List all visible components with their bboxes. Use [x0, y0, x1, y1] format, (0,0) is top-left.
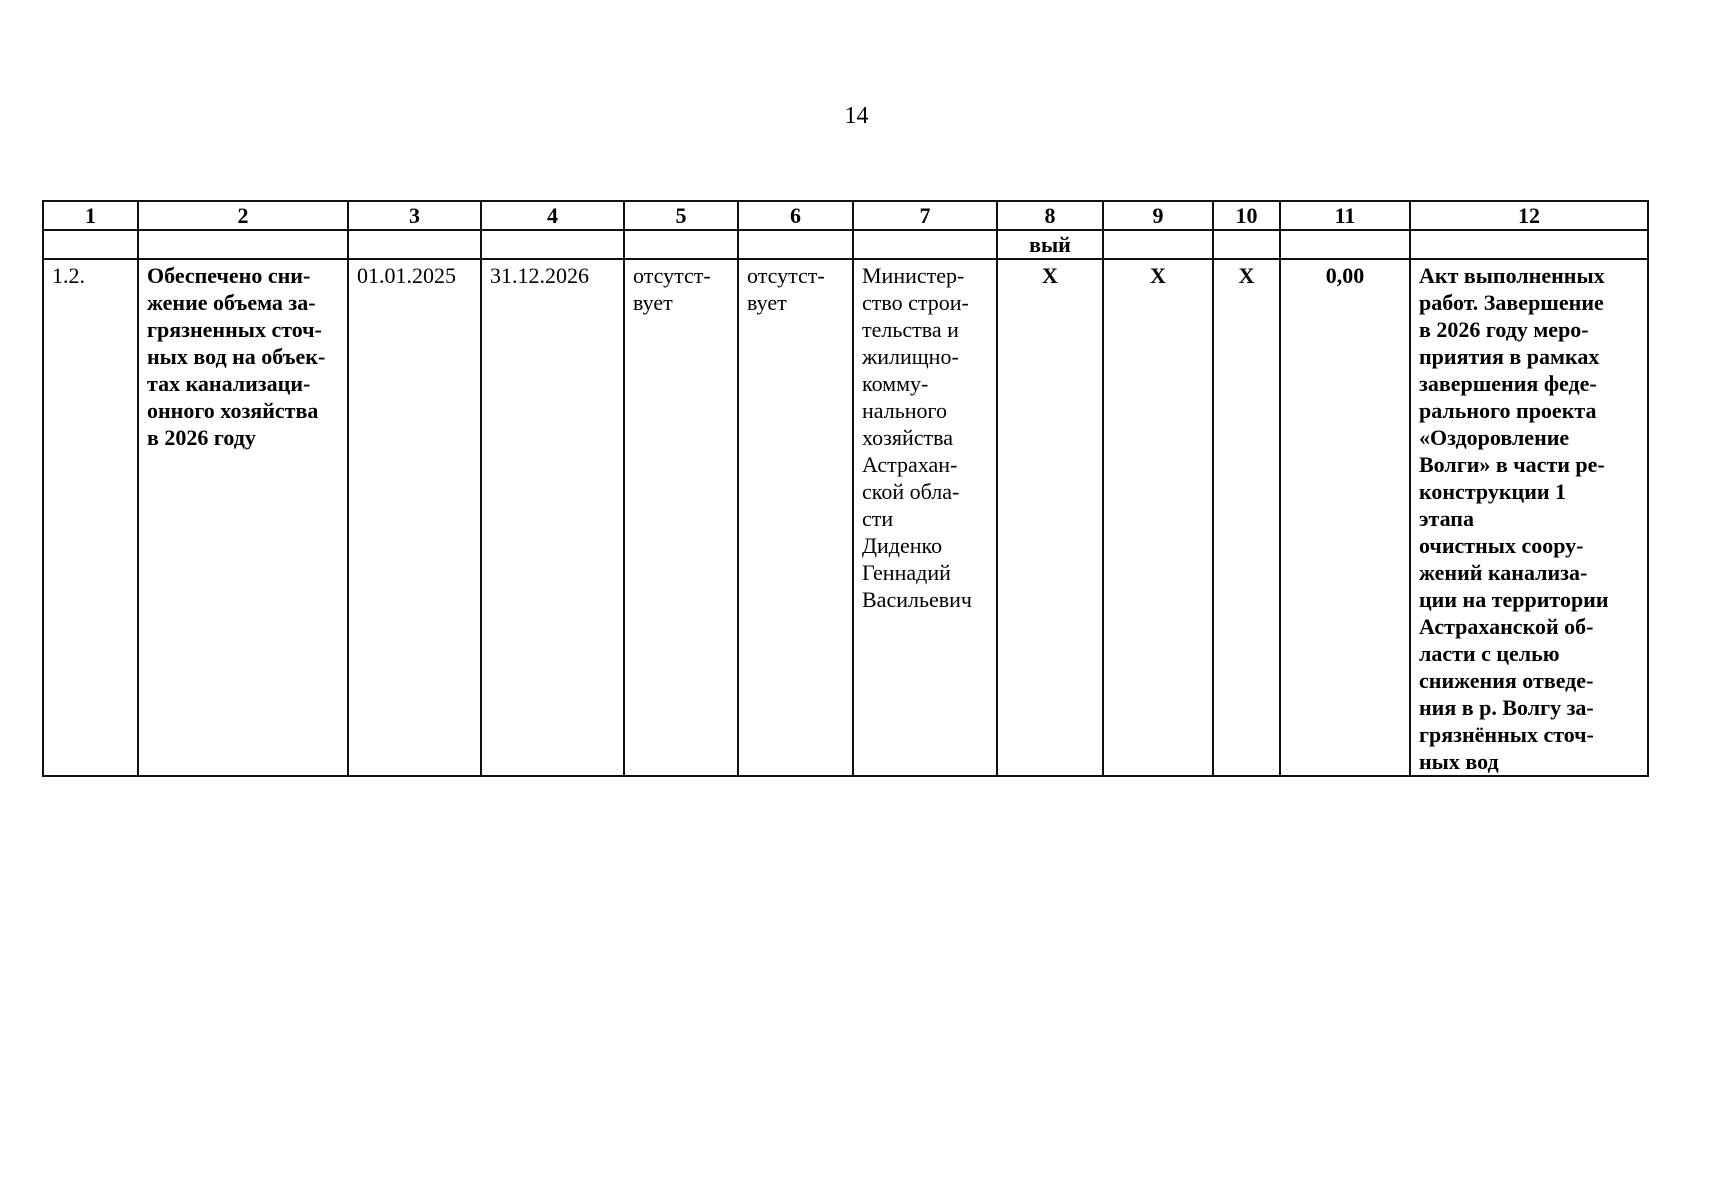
column-8-value: X: [997, 259, 1103, 776]
end-date: 31.12.2026: [481, 259, 624, 776]
continuation-cell: [624, 230, 738, 259]
continuation-cell: [1213, 230, 1280, 259]
column-number: 2: [138, 201, 348, 230]
continuation-cell: [481, 230, 624, 259]
table-row: [43, 259, 1648, 776]
page-number: 14: [844, 103, 869, 129]
measures-table: [42, 200, 1649, 777]
measure-description: Обеспечено сни- жение объема за- грязненных сточ- ных вод на объек- тах канализаци- онного хозяйства в 2026 году: [138, 259, 348, 776]
continuation-cell: [348, 230, 481, 259]
column-number: 8: [997, 201, 1103, 230]
column-number: 11: [1280, 201, 1410, 230]
column-9-value: X: [1103, 259, 1213, 776]
continuation-cell: [1280, 230, 1410, 259]
column-number: 12: [1410, 201, 1648, 230]
column-number: 3: [348, 201, 481, 230]
continuation-row: [43, 230, 1648, 259]
continuation-cell: [853, 230, 997, 259]
column-6-value: отсутст- вует: [738, 259, 853, 776]
row-number: 1.2.: [43, 259, 138, 776]
continuation-cell: [43, 230, 138, 259]
start-date: 01.01.2025: [348, 259, 481, 776]
continuation-cell: вый: [997, 230, 1103, 259]
column-number: 5: [624, 201, 738, 230]
responsible-executor: Министер- ство строи- тельства и жилищно- комму- нального хозяйства Астрахан- ской обла- сти Диденко Геннадий Васильевич: [853, 259, 997, 776]
continuation-cell: [1410, 230, 1648, 259]
column-number: 1: [43, 201, 138, 230]
column-number: 10: [1213, 201, 1280, 230]
continuation-cell: [738, 230, 853, 259]
column-5-value: отсутст- вует: [624, 259, 738, 776]
continuation-cell: [138, 230, 348, 259]
result-description: Акт выполненных работ. Завершение в 2026 году меро- приятия в рамках завершения феде- рального проекта «Оздоровление Волги» в части ре- конструкции 1 этапа очистных соору- жений канализа- ции на территории Астраханской об- ласти с целью снижения отведе- ния в р. Волгу за- грязнённых сточ- ных вод: [1410, 259, 1648, 776]
column-number: 4: [481, 201, 624, 230]
continuation-cell: [1103, 230, 1213, 259]
column-number-row: [43, 201, 1648, 230]
column-10-value: X: [1213, 259, 1280, 776]
column-number: 7: [853, 201, 997, 230]
column-number: 9: [1103, 201, 1213, 230]
column-number: 6: [738, 201, 853, 230]
funding-amount: 0,00: [1280, 259, 1410, 776]
